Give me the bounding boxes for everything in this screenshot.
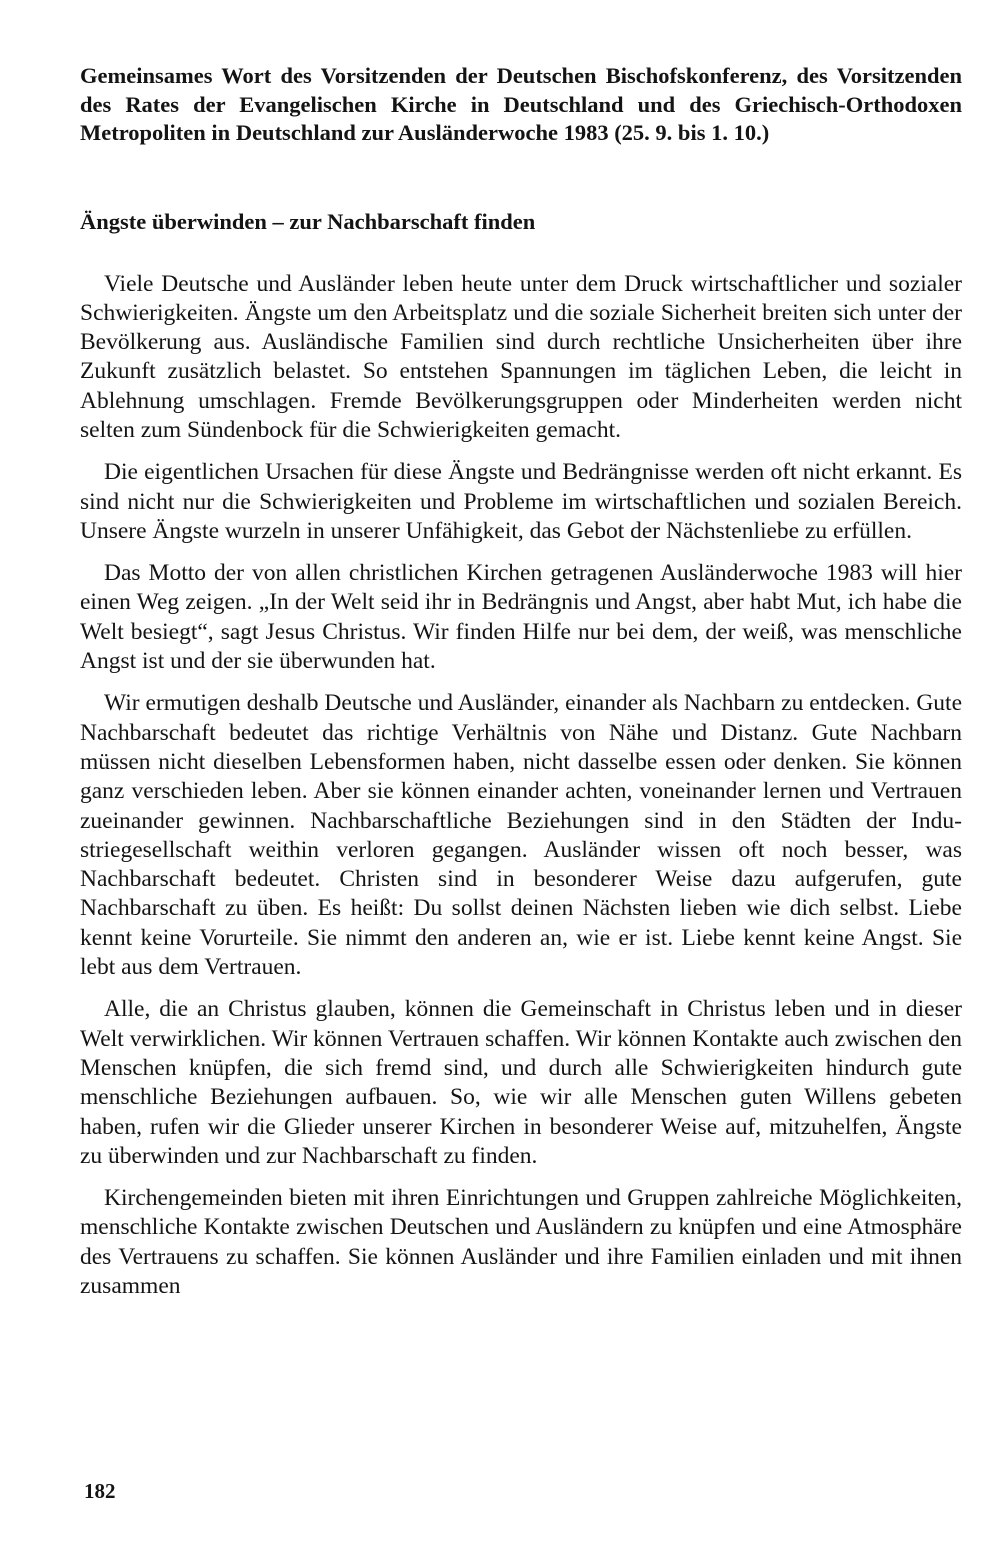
paragraph-4: Wir ermutigen deshalb Deutsche und Ausländer, einander als Nachbarn zu entdecken. Gute Nachbarschaft bedeutet das richtige Verhältnis von Nähe und Distanz. Gute Nachbarn müssen nicht dieselben Lebensformen haben, nicht dasselbe essen oder denken. Sie können ganz verschieden leben. Aber sie können einander achten, voneinander lernen und Vertrauen zueinander gewinnen. Nachbarschaftliche Beziehungen sind in den Städten der Industriegesellschaft weithin verloren gegangen. Ausländer wissen oft noch besser, was Nachbarschaft bedeutet. Christen sind in besonderer Weise dazu aufgerufen, gute Nachbarschaft zu üben. Es heißt: Du sollst deinen Nächsten lieben wie dich selbst. Liebe kennt keine Vorurteile. Sie nimmt den anderen an, wie er ist. Liebe kennt keine Angst. Sie lebt aus dem Vertrauen. [80,690,962,981]
document-page [80,62,962,1314]
paragraph-5: Alle, die an Christus glauben, können die Gemeinschaft in Christus leben und in dieser Welt verwirklichen. Wir können Vertrauen schaffen. Wir können Kontakte auch zwischen den Menschen knüpfen, die sich fremd sind, und durch alle Schwierigkeiten hindurch gute menschliche Beziehungen aufbauen. So, wie wir alle Menschen guten Willens gebeten haben, rufen wir die Glieder unserer Kirchen in besonderer Weise auf, mitzuhelfen, Ängste zu überwinden und zur Nachbarschaft zu finden. [80,996,962,1169]
page-number: 182 [84,1479,116,1503]
paragraph-1: Viele Deutsche und Ausländer leben heute unter dem Druck wirtschaftlicher und sozialer Schwierigkeiten. Ängste um den Arbeitsplatz und die soziale Sicherheit breiten sich unter der Bevölkerung aus. Ausländische Familien sind durch rechtliche Unsicherheiten über ihre Zukunft zusätzlich belastet. So entstehen Spannungen im täglichen Leben, die leicht in Ablehnung umschlagen. Fremde Bevölkerungsgruppen oder Minderheiten werden nicht selten zum Sündenbock für die Schwierigkeiten gemacht. [80,270,962,443]
paragraph-2: Die eigentlichen Ursachen für diese Ängste und Bedrängnisse werden oft nicht erkannt. Es sind nicht nur die Schwierigkeiten und Probleme im wirtschaftlichen und sozialen Bereich. Unsere Ängste wurzeln in unserer Unfähigkeit, das Gebot der Nächstenliebe zu erfüllen. [80,459,962,544]
paragraph-6: Kirchengemeinden bieten mit ihren Einrichtungen und Gruppen zahlreiche Möglichkeiten, menschliche Kontakte zwischen Deutschen und Ausländern zu knüpfen und eine Atmosphäre des Vertrauens zu schaffen. Sie können Ausländer und ihre Familien einladen und mit ihnen zusammen [80,1185,962,1299]
paragraph-3: Das Motto der von allen christlichen Kirchen getragenen Ausländerwoche 1983 will hier einen Weg zeigen. „In der Welt seid ihr in Bedrängnis und Angst, aber habt Mut, ich habe die Welt besiegt“, sagt Jesus Christus. Wir finden Hilfe nur bei dem, der weiß, was menschliche Angst ist und der sie überwunden hat. [80,560,962,675]
body-text [80,270,962,1302]
section-heading: Ängste überwinden – zur Nachbarschaft finden [80,208,536,234]
document-intro: Gemeinsames Wort des Vorsitzenden der Deutschen Bischofskonferenz, des Vorsitzenden des Rates der Evangelischen Kirche in Deutschland und des Griechisch-Orthodoxen Metropoliten in Deutschland zur Ausländerwoche 1983 (25. 9. bis 1. 10.) [80,63,962,145]
